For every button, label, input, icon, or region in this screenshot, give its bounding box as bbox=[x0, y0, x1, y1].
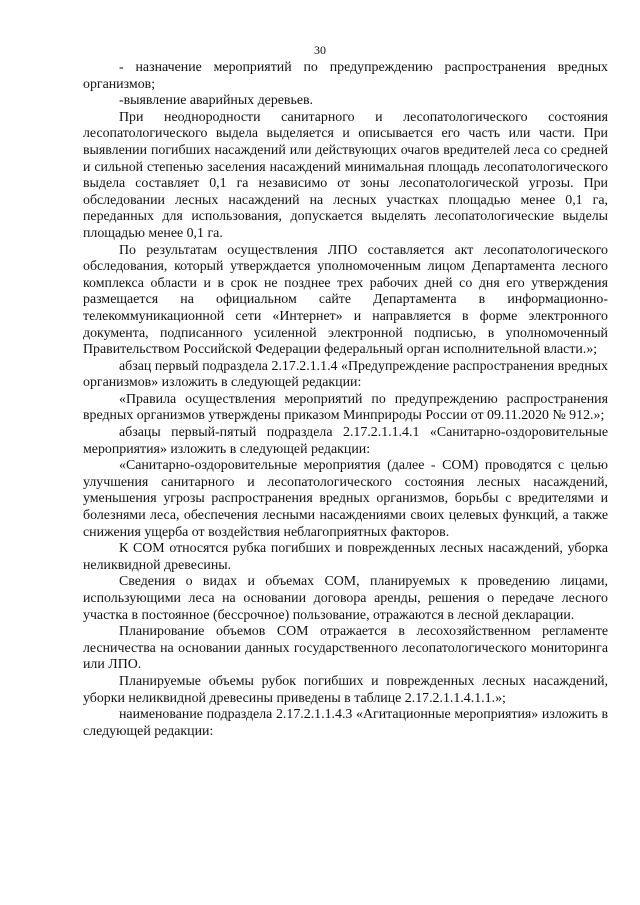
paragraph: По результатам осуществления ЛПО составляется акт лесопатологического обследования, который утверждается уполномоченным лицом Департамента лесного комплекса области и в срок не позднее трех рабочих дней со дня его утверждения размещается на официальном сайте Департамента в информационно-телекоммуникационной сети «Интернет» и направляется в форме электронного документа, подписанного усиленной электронной подписью, в уполномоченный Правительством Российской Федерации федеральный орган исполнительной власти.»; bbox=[83, 242, 608, 358]
paragraph: «Санитарно-оздоровительные мероприятия (далее - СОМ) проводятся с целью улучшения санитарного и лесопатологического состояния лесных насаждений, уменьшения угрозы распространения вредных организмов, борьбы с вредителями и болезнями леса, обеспечения лесными насаждениями своих целевых функций, а также снижения ущерба от воздействия неблагоприятных факторов. bbox=[83, 458, 608, 540]
page-number: 30 bbox=[314, 43, 326, 57]
paragraph: Сведения о видах и объемах СОМ, планируемых к проведению лицами, использующими леса на основании договора аренды, решения о передаче лесного участка в постоянное (бессрочное) пользование, отражаются в лесной декларации. bbox=[83, 574, 608, 623]
paragraph: Планируемые объемы рубок погибших и поврежденных лесных насаждений, уборки неликвидной древесины приведены в таблице 2.17.2.1.1.4.1.1.»; bbox=[83, 673, 608, 706]
paragraph: -выявление аварийных деревьев. bbox=[119, 93, 314, 109]
paragraph: При неоднородности санитарного и лесопатологического состояния лесопатологического выдела выделяется и описывается его часть или части. При выявлении погибших насаждений или действующих очагов вредителей леса со средней и сильной степенью заселения насаждений минимальная площадь лесопатологического выдела составляет 0,1 га независимо от зоны лесопатологической угрозы. При обследовании лесных насаждений на лесных участках площадью менее 0,1 га, переданных для использования, допускается выделять лесопатологические выделы площадью менее 0,1 га. bbox=[83, 109, 608, 241]
paragraph: абзацы первый-пятый подраздела 2.17.2.1.1.4.1 «Санитарно-оздоровительные мероприятия» изложить в следующей редакции: bbox=[83, 425, 608, 457]
paragraph: наименование подраздела 2.17.2.1.1.4.3 «Агитационные мероприятия» изложить в следующей редакции: bbox=[83, 707, 608, 739]
document-body bbox=[83, 60, 608, 740]
paragraph: Планирование объемов СОМ отражается в лесохозяйственном регламенте лесничества на основании данных государственного лесопатологического мониторинга или ЛПО. bbox=[83, 624, 608, 673]
paragraph: К СОМ относятся рубка погибших и поврежденных лесных насаждений, уборка неликвидной древесины. bbox=[83, 541, 608, 573]
paragraph: «Правила осуществления мероприятий по предупреждению распространения вредных организмов утверждены приказом Минприроды России от 09.11.2020 № 912.»; bbox=[83, 391, 608, 424]
paragraph: - назначение мероприятий по предупреждению распространения вредных организмов; bbox=[83, 60, 608, 92]
paragraph: абзац первый подраздела 2.17.2.1.1.4 «Предупреждение распространения вредных организмов» изложить в следующей редакции: bbox=[83, 358, 608, 391]
